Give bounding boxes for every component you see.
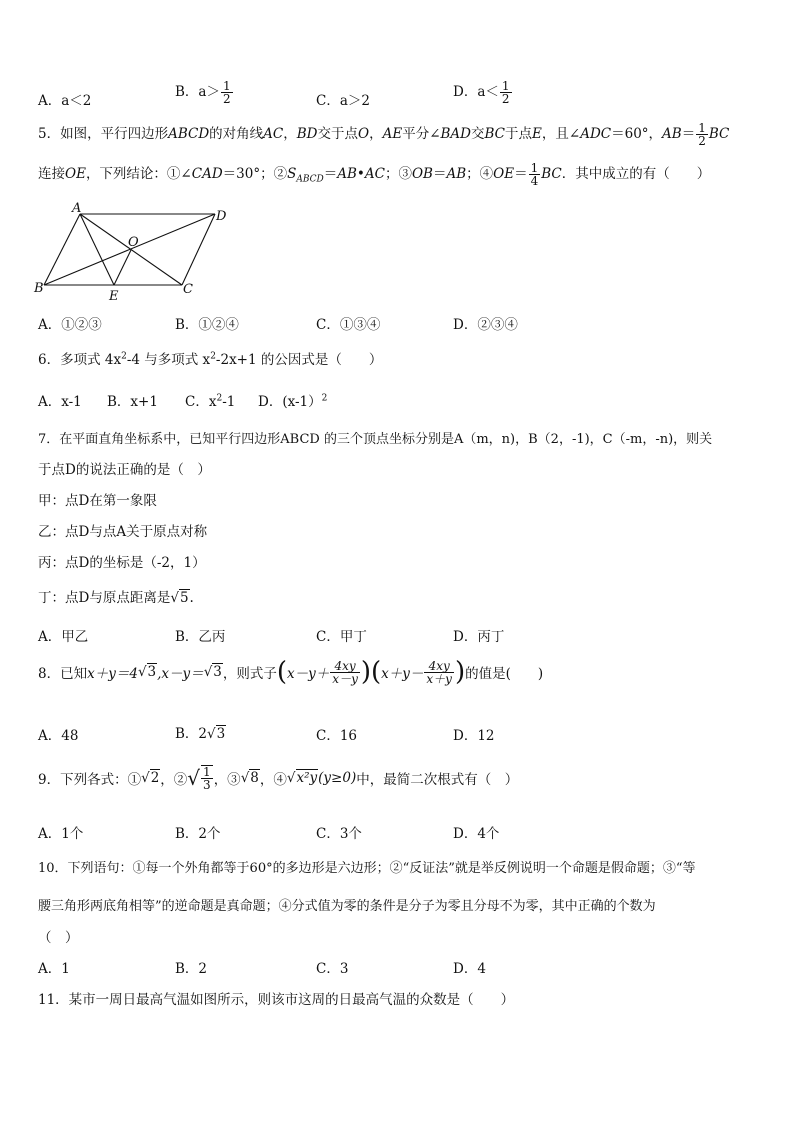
segment-ae	[80, 214, 114, 285]
label-e: E	[109, 289, 119, 304]
q9-option-d: D．4个	[453, 826, 500, 842]
q8-option-d: D．12	[453, 728, 495, 744]
q5-line1: 5．如图，平行四边形ABCD的对角线AC，BD交于点O，AE平分∠BAD交BC于点E，且∠ADC＝60°，AB＝ $\frac{1}{2}$ BC	[38, 121, 730, 148]
q9-question: 9．下列各式：①√2，②√ $\frac{1}{3}$ ，③√8，④√x²y(y≥0)中，最简二次根式有（ ）	[38, 765, 519, 792]
q11-question: 11．某市一周日最高气温如图所示，则该市这周的日最高气温的众数是（ ）	[38, 992, 515, 1008]
q10-line2: 腰三角形两底角相等”的逆命题是真命题；④分式值为零的条件是分子为零且分母不为零，其中正确的个数为	[38, 899, 656, 914]
parallelogram-figure	[30, 200, 240, 305]
q5-option-d: D．②③④	[453, 317, 518, 333]
q10-line1: 10．下列语句：①每一个外角都等于60°的多边形是六边形；②“反证法”就是举反例说明一个命题是假命题；③“等	[38, 861, 696, 876]
label-c: C	[183, 282, 193, 297]
q6-option-a: A．x-1	[38, 394, 82, 410]
q8-option-a: A．48	[38, 728, 79, 744]
q7-statement-ding: 丁：点D与原点距离是√5.	[38, 590, 194, 606]
q7-line2: 于点D的说法正确的是（ ）	[38, 462, 211, 478]
q6-question: 6．多项式 $4x^2-4$ 与多项式 $x^2-2x+1$ 的公因式是（ ）	[38, 351, 383, 368]
q4-option-b: B．a＞ $\frac{1}{2}$	[175, 79, 231, 106]
q7-option-b: B．乙丙	[175, 629, 226, 645]
q4-option-a: A．a＜2	[38, 93, 92, 109]
q5-option-a: A．①②③	[38, 317, 102, 333]
q9-option-b: B．2个	[175, 826, 221, 842]
q7-statement-yi: 乙：点D与点A关于原点对称	[38, 524, 208, 540]
q10-option-c: C．3	[316, 961, 349, 977]
q8-question: 8．已知x＋y＝4√3,x－y＝√3，则式子(x－y＋ $\frac{4xy}{x-y}$ )(x＋y－ $\frac{4xy}{x+y}$ )的值是( )	[38, 657, 544, 687]
q4-option-c: C．a＞2	[316, 93, 370, 109]
q7-statement-bing: 丙：点D的坐标是（-2，1）	[38, 555, 206, 571]
q7-option-a: A．甲乙	[38, 629, 89, 645]
side-dc	[182, 214, 215, 285]
q4-option-d: D．a＜ $\frac{1}{2}$	[453, 79, 510, 106]
q7-line1: 7．在平面直角坐标系中，已知平行四边形ABCD 的三个顶点坐标分别是A（m，n)，B（2，-1)，C（-m，-n)，则关	[38, 432, 713, 447]
q9-option-a: A．1个	[38, 826, 84, 842]
q10-option-a: A．1	[38, 961, 70, 977]
q5-line2: 连接OE，下列结论：①∠CAD＝30°；$②S_{ABCD}=AB•AC$；③OB＝AB；④OE＝ $\frac{1}{4}$ BC．其中成立的有（ ）	[38, 161, 711, 188]
q10-option-d: D．4	[453, 961, 486, 977]
q10-line3: （ ）	[38, 930, 79, 946]
q5-option-b: B．①②④	[175, 317, 239, 333]
q6-option-c: C．$x^2-1$	[185, 393, 236, 410]
q8-option-c: C．16	[316, 728, 358, 744]
q8-option-b: B．2√3	[175, 726, 226, 742]
q7-option-c: C．甲丁	[316, 629, 367, 645]
label-b: B	[34, 281, 44, 296]
q6-option-b: B．x+1	[107, 394, 158, 410]
q6-option-d: D．(x-1）$^2$	[258, 393, 328, 410]
q9-option-c: C．3个	[316, 826, 362, 842]
q5-option-c: C．①③④	[316, 317, 381, 333]
q7-statement-jia: 甲：点D在第一象限	[38, 493, 157, 509]
label-d: D	[216, 209, 227, 224]
label-o: O	[128, 235, 139, 250]
q10-option-b: B．2	[175, 961, 208, 977]
q7-option-d: D．丙丁	[453, 629, 505, 645]
label-a: A	[72, 201, 82, 216]
side-ab	[44, 214, 80, 285]
